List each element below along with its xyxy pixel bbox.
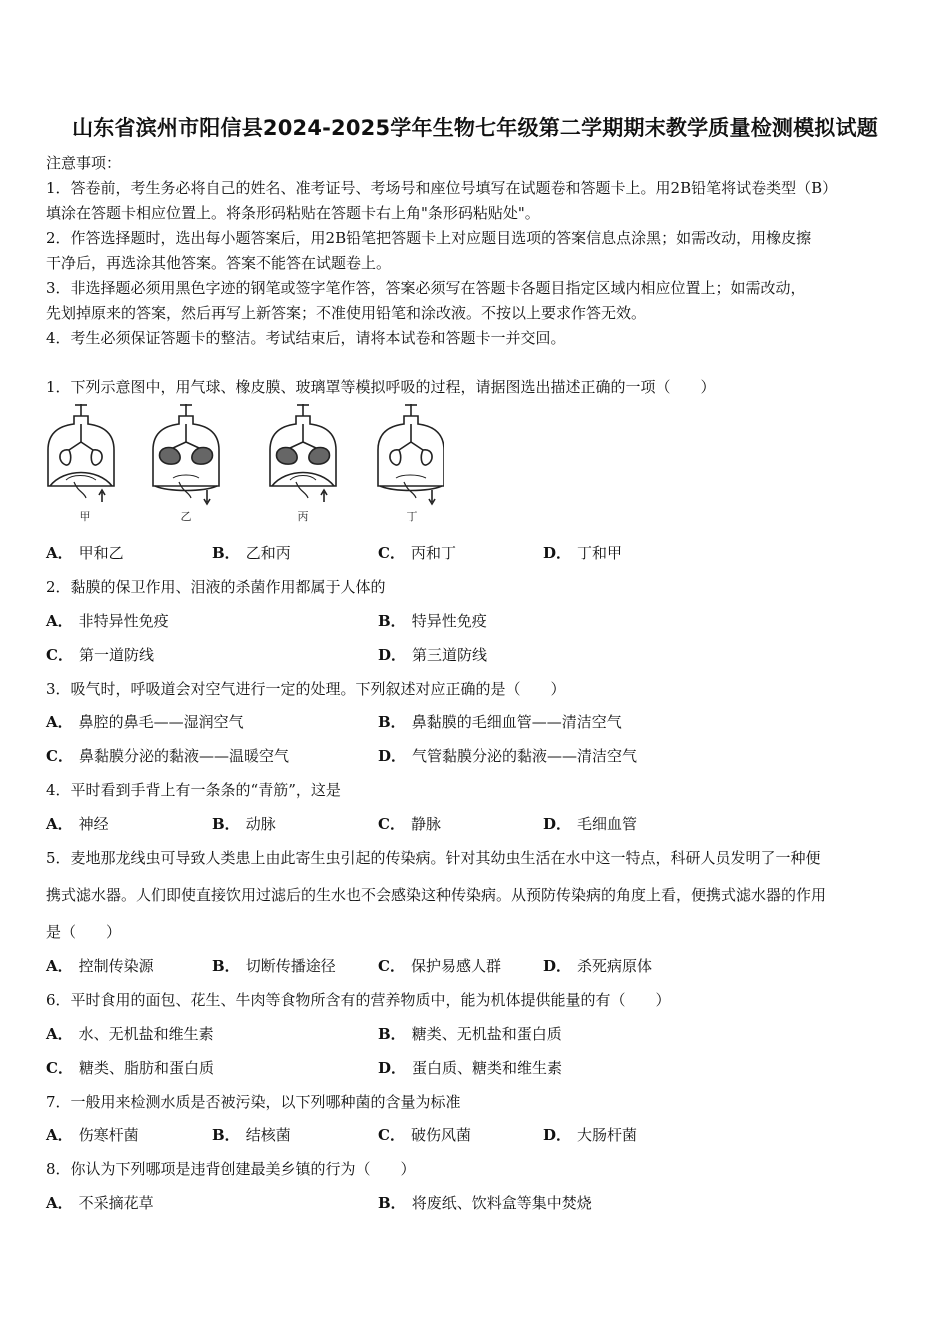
figure-label-ding: 丁 xyxy=(406,510,418,523)
option-c[interactable]: C． 鼻黏膜分泌的黏液——温暖空气 xyxy=(46,747,289,765)
option-d[interactable]: D． 杀死病原体 xyxy=(543,957,653,975)
option-d[interactable]: D． 气管黏膜分泌的黏液——清洁空气 xyxy=(378,747,638,765)
question-stem: 1．下列示意图中，用气球、橡皮膜、玻璃罩等模拟呼吸的过程，请据图选出描述正确的一项（ ） xyxy=(46,378,716,396)
option-a[interactable]: A． 非特异性免疫 xyxy=(46,612,169,630)
option-a[interactable]: A． 鼻腔的鼻毛——湿润空气 xyxy=(46,713,244,731)
question-stem: 3．吸气时，呼吸道会对空气进行一定的处理。下列叙述对应正确的是（ ） xyxy=(46,680,566,698)
question-stem-line: 5．麦地那龙线虫可导致人类患上由此寄生虫引起的传染病。针对其幼虫生活在水中这一特点，科研人员发明了一种便 xyxy=(46,849,821,867)
option-a[interactable]: A． 水、无机盐和维生素 xyxy=(46,1025,214,1043)
option-b[interactable]: B． 将废纸、饮料盒等集中焚烧 xyxy=(378,1194,592,1212)
option-d[interactable]: D． 毛细血管 xyxy=(543,815,638,833)
notice-line: 1．答卷前，考生务必将自己的姓名、准考证号、考场号和座位号填写在试题卷和答题卡上。用2B铅笔将试卷类型（B） xyxy=(46,179,838,197)
option-b[interactable]: B． 鼻黏膜的毛细血管——清洁空气 xyxy=(378,713,622,731)
option-c[interactable]: C． 丙和丁 xyxy=(378,544,456,562)
option-b[interactable]: B． 切断传播途径 xyxy=(212,957,336,975)
question-stem: 6．平时食用的面包、花生、牛肉等食物所含有的营养物质中，能为机体提供能量的有（ ） xyxy=(46,991,671,1009)
question-stem: 2．黏膜的保卫作用、泪液的杀菌作用都属于人体的 xyxy=(46,578,386,596)
notice-line: 4．考生必须保证答题卡的整洁。考试结束后，请将本试卷和答题卡一并交回。 xyxy=(46,329,566,347)
option-b[interactable]: B． 动脉 xyxy=(212,815,276,833)
notice-line: 填涂在答题卡相应位置上。将条形码粘贴在答题卡右上角"条形码粘贴处"。 xyxy=(46,204,540,222)
question-stem-line: 携式滤水器。人们即使直接饮用过滤后的生水也不会感染这种传染病。从预防传染病的角度上看，便携式滤水器的作用 xyxy=(46,886,827,904)
option-c[interactable]: C． 糖类、脂肪和蛋白质 xyxy=(46,1059,214,1077)
option-d[interactable]: D． 蛋白质、糖类和维生素 xyxy=(378,1059,563,1077)
notice-line: 2．作答选择题时，选出每小题答案后，用2B铅笔把答题卡上对应题目选项的答案信息点涂黑；如需改动，用橡皮擦 xyxy=(46,229,812,247)
notice-line: 干净后，再选涂其他答案。答案不能答在试题卷上。 xyxy=(46,254,392,272)
figure-label-jia: 甲 xyxy=(79,510,91,523)
breathing-model-figure xyxy=(44,402,444,526)
option-b[interactable]: B． 结核菌 xyxy=(212,1126,291,1144)
breathing-model-svg xyxy=(44,402,444,526)
jar-ding xyxy=(378,404,444,504)
option-a[interactable]: A． 控制传染源 xyxy=(46,957,154,975)
option-b[interactable]: B． 乙和丙 xyxy=(212,544,291,562)
jar-jia xyxy=(48,404,114,502)
figure-label-yi: 乙 xyxy=(180,510,192,523)
notice-heading: 注意事项： xyxy=(46,154,122,172)
option-a[interactable]: A． 神经 xyxy=(46,815,109,833)
question-stem: 7．一般用来检测水质是否被污染，以下列哪种菌的含量为标准 xyxy=(46,1093,461,1111)
option-c[interactable]: C． 破伤风菌 xyxy=(378,1126,471,1144)
jar-yi xyxy=(153,404,219,504)
question-stem-line: 是（ ） xyxy=(46,923,122,941)
option-d[interactable]: D． 大肠杆菌 xyxy=(543,1126,638,1144)
option-c[interactable]: C． 保护易感人群 xyxy=(378,957,501,975)
question-stem: 4．平时看到手背上有一条条的“青筋”，这是 xyxy=(46,781,341,799)
option-c[interactable]: C． 第一道防线 xyxy=(46,646,154,664)
option-a[interactable]: A． 伤寒杆菌 xyxy=(46,1126,139,1144)
option-d[interactable]: D． 丁和甲 xyxy=(543,544,623,562)
option-b[interactable]: B． 糖类、无机盐和蛋白质 xyxy=(378,1025,562,1043)
figure-label-bing: 丙 xyxy=(297,510,309,523)
option-d[interactable]: D． 第三道防线 xyxy=(378,646,488,664)
option-c[interactable]: C． 静脉 xyxy=(378,815,441,833)
option-b[interactable]: B． 特异性免疫 xyxy=(378,612,487,630)
jar-bing xyxy=(270,404,336,502)
notice-line: 先划掉原来的答案，然后再写上新答案；不准使用铅笔和涂改液。不按以上要求作答无效。 xyxy=(46,304,647,322)
option-a[interactable]: A． 甲和乙 xyxy=(46,544,124,562)
option-a[interactable]: A． 不采摘花草 xyxy=(46,1194,154,1212)
question-stem: 8．你认为下列哪项是违背创建最美乡镇的行为（ ） xyxy=(46,1160,416,1178)
notice-line: 3．非选择题必须用黑色字迹的钢笔或签字笔作答，答案必须写在答题卡各题目指定区域内相应位置上；如需改动， xyxy=(46,279,806,297)
exam-title: 山东省滨州市阳信县2024-2025学年生物七年级第二学期期末教学质量检测模拟试题 xyxy=(72,116,878,140)
